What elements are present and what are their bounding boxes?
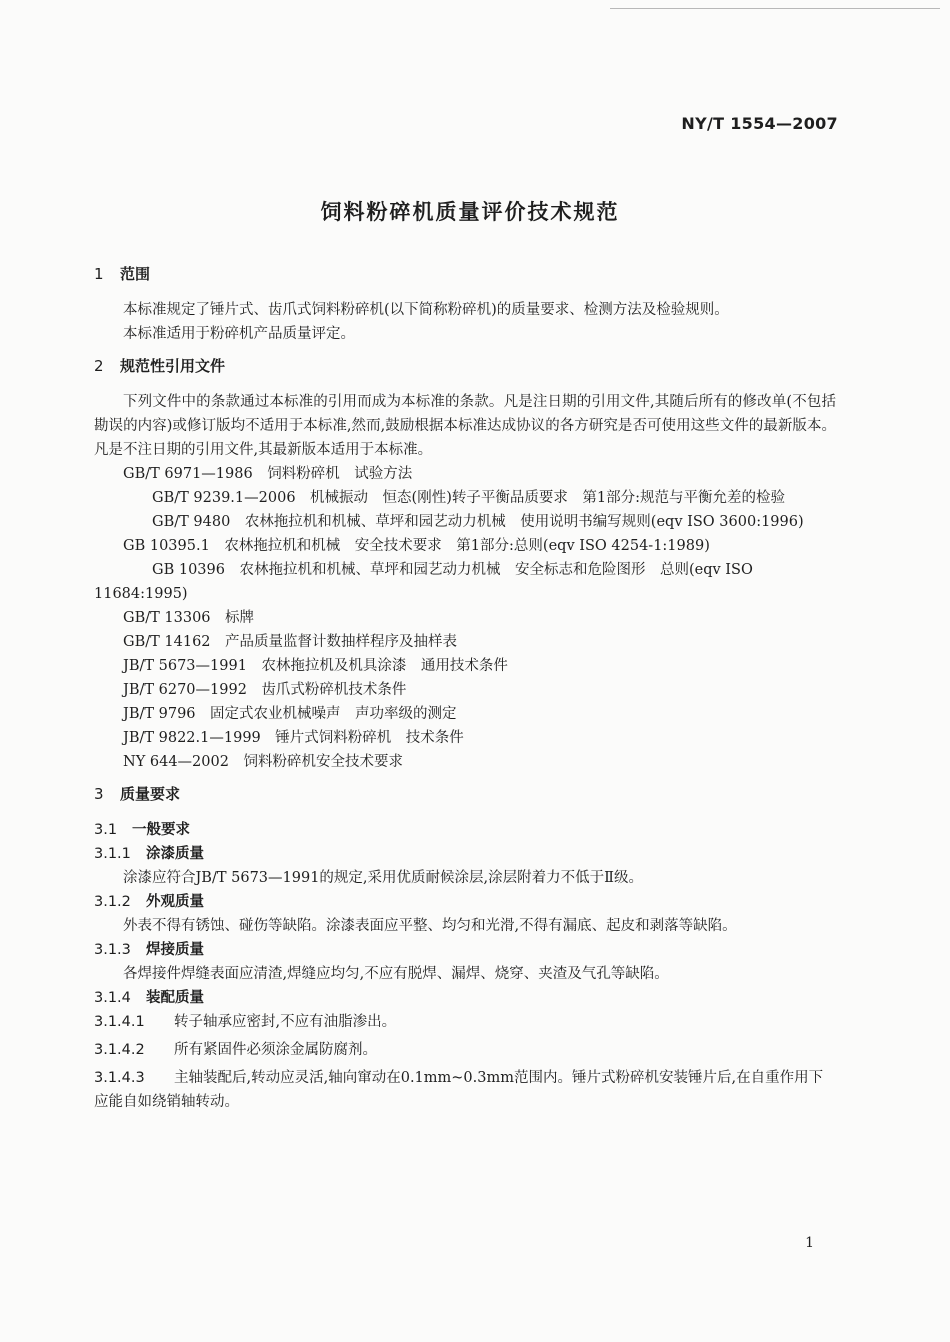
clause-title: 焊接质量 xyxy=(146,942,204,958)
paragraph: 涂漆应符合JB/T 5673—1991的规定,采用优质耐候涂层,涂层附着力不低于Ⅱ级。 xyxy=(123,870,644,886)
reference-item xyxy=(94,702,836,726)
reference-title: 机械振动 恒态(刚性)转子平衡品质要求 第1部分:规范与平衡允差的检验 xyxy=(310,490,785,506)
document-title: 饲料粉碎机质量评价技术规范 xyxy=(320,200,620,224)
reference-item xyxy=(94,606,836,630)
reference-title: 农林拖拉机及机具涂漆 通用技术条件 xyxy=(261,658,508,674)
clause-heading xyxy=(94,986,836,1010)
clause-heading xyxy=(94,890,836,914)
clause-number: 3.1.2 xyxy=(94,894,131,910)
item-number: 3.1.4.3 xyxy=(94,1070,145,1086)
reference-code: JB/T 6270—1992 xyxy=(123,682,247,698)
reference-title: 饲料粉碎机安全技术要求 xyxy=(243,754,403,770)
item-text: 所有紧固件必须涂金属防腐剂。 xyxy=(174,1042,377,1058)
clause-title: 涂漆质量 xyxy=(146,846,204,862)
reference-code: NY 644—2002 xyxy=(123,754,229,770)
top-rule xyxy=(610,8,940,9)
reference-code: JB/T 9822.1—1999 xyxy=(123,730,261,746)
reference-code: GB/T 13306 xyxy=(123,610,211,626)
reference-title: 齿爪式粉碎机技术条件 xyxy=(261,682,407,698)
reference-item xyxy=(94,678,836,702)
item-text: 主轴装配后,转动应灵活,轴向窜动在0.1mm~0.3mm范围内。锤片式粉碎机安装锤片后,在自重作用下应能自如绕销轴转动。 xyxy=(94,1070,824,1110)
clause-number: 3.1.4 xyxy=(94,990,131,1006)
section-3-heading xyxy=(94,782,836,806)
paragraph: 下列文件中的条款通过本标准的引用而成为本标准的条款。凡是注日期的引用文件,其随后所有的修改单(不包括勘误的内容)或修订版均不适用于本标准,然而,鼓励根据本标准达成协议的各方研究是否可使用这些文件的最新版本。凡是不注日期的引用文件,其最新版本适用于本标准。 xyxy=(94,394,836,458)
reference-item xyxy=(94,486,836,510)
item xyxy=(94,1038,836,1062)
paragraph: 外表不得有锈蚀、碰伤等缺陷。涂漆表面应平整、均匀和光滑,不得有漏底、起皮和剥落等缺陷。 xyxy=(123,918,737,934)
section-title: 质量要求 xyxy=(120,785,181,803)
item-number: 3.1.4.2 xyxy=(94,1042,145,1058)
reference-code: JB/T 9796 xyxy=(123,706,196,722)
subsection-title: 一般要求 xyxy=(132,822,190,838)
page-number: 1 xyxy=(805,1235,814,1251)
item-number: 3.1.4.1 xyxy=(94,1014,145,1030)
clause-number: 3.1.3 xyxy=(94,942,131,958)
reference-title: 固定式农业机械噪声 声功率级的测定 xyxy=(210,706,457,722)
reference-item xyxy=(94,726,836,750)
paragraph: 本标准规定了锤片式、齿爪式饲料粉碎机(以下简称粉碎机)的质量要求、检测方法及检验规则。 xyxy=(123,302,729,318)
reference-title: 饲料粉碎机 试验方法 xyxy=(267,466,413,482)
clause-title: 装配质量 xyxy=(146,990,204,1006)
section-2-heading xyxy=(94,354,836,378)
reference-title: 标牌 xyxy=(225,610,255,626)
reference-item xyxy=(94,510,836,534)
subsection-number: 3.1 xyxy=(94,822,118,838)
section-number: 3 xyxy=(94,785,104,803)
reference-title: 农林拖拉机和机械 安全技术要求 第1部分:总则(eqv ISO 4254-1:1989) xyxy=(224,538,710,554)
reference-title: 农林拖拉机和机械、草坪和园艺动力机械 安全标志和危险图形 总则(eqv ISO 11684:1995) xyxy=(94,562,753,602)
subsection-heading xyxy=(94,818,836,842)
reference-item xyxy=(94,654,836,678)
paragraph: 各焊接件焊缝表面应清渣,焊缝应均匀,不应有脱焊、漏焊、烧穿、夹渣及气孔等缺陷。 xyxy=(123,966,669,982)
clause-heading xyxy=(94,842,836,866)
reference-code: GB 10396 xyxy=(152,562,225,578)
section-title: 规范性引用文件 xyxy=(120,357,226,375)
reference-item xyxy=(94,462,836,486)
reference-code: GB/T 6971—1986 xyxy=(123,466,253,482)
paragraph: 本标准适用于粉碎机产品质量评定。 xyxy=(123,326,355,342)
reference-code: JB/T 5673—1991 xyxy=(123,658,247,674)
clause-title: 外观质量 xyxy=(146,894,204,910)
reference-code: GB/T 9239.1—2006 xyxy=(152,490,296,506)
reference-item xyxy=(94,750,836,774)
reference-title: 农林拖拉机和机械、草坪和园艺动力机械 使用说明书编写规则(eqv ISO 3600:1996) xyxy=(244,514,804,530)
section-number: 2 xyxy=(94,357,104,375)
reference-title: 锤片式饲料粉碎机 技术条件 xyxy=(275,730,464,746)
section-1-heading xyxy=(94,262,836,286)
clause-heading xyxy=(94,938,836,962)
reference-item xyxy=(94,630,836,654)
section-number: 1 xyxy=(94,265,104,283)
reference-code: GB/T 9480 xyxy=(152,514,231,530)
clause-number: 3.1.1 xyxy=(94,846,131,862)
item xyxy=(94,1066,836,1114)
reference-title: 产品质量监督计数抽样程序及抽样表 xyxy=(225,634,458,650)
item-text: 转子轴承应密封,不应有油脂渗出。 xyxy=(174,1014,397,1030)
item xyxy=(94,1010,836,1034)
standard-number: NY/T 1554—2007 xyxy=(681,114,838,133)
reference-code: GB/T 14162 xyxy=(123,634,211,650)
reference-item xyxy=(94,534,836,558)
document-body xyxy=(94,262,836,1114)
section-title: 范围 xyxy=(120,265,151,283)
reference-item xyxy=(94,558,836,606)
reference-code: GB 10395.1 xyxy=(123,538,210,554)
